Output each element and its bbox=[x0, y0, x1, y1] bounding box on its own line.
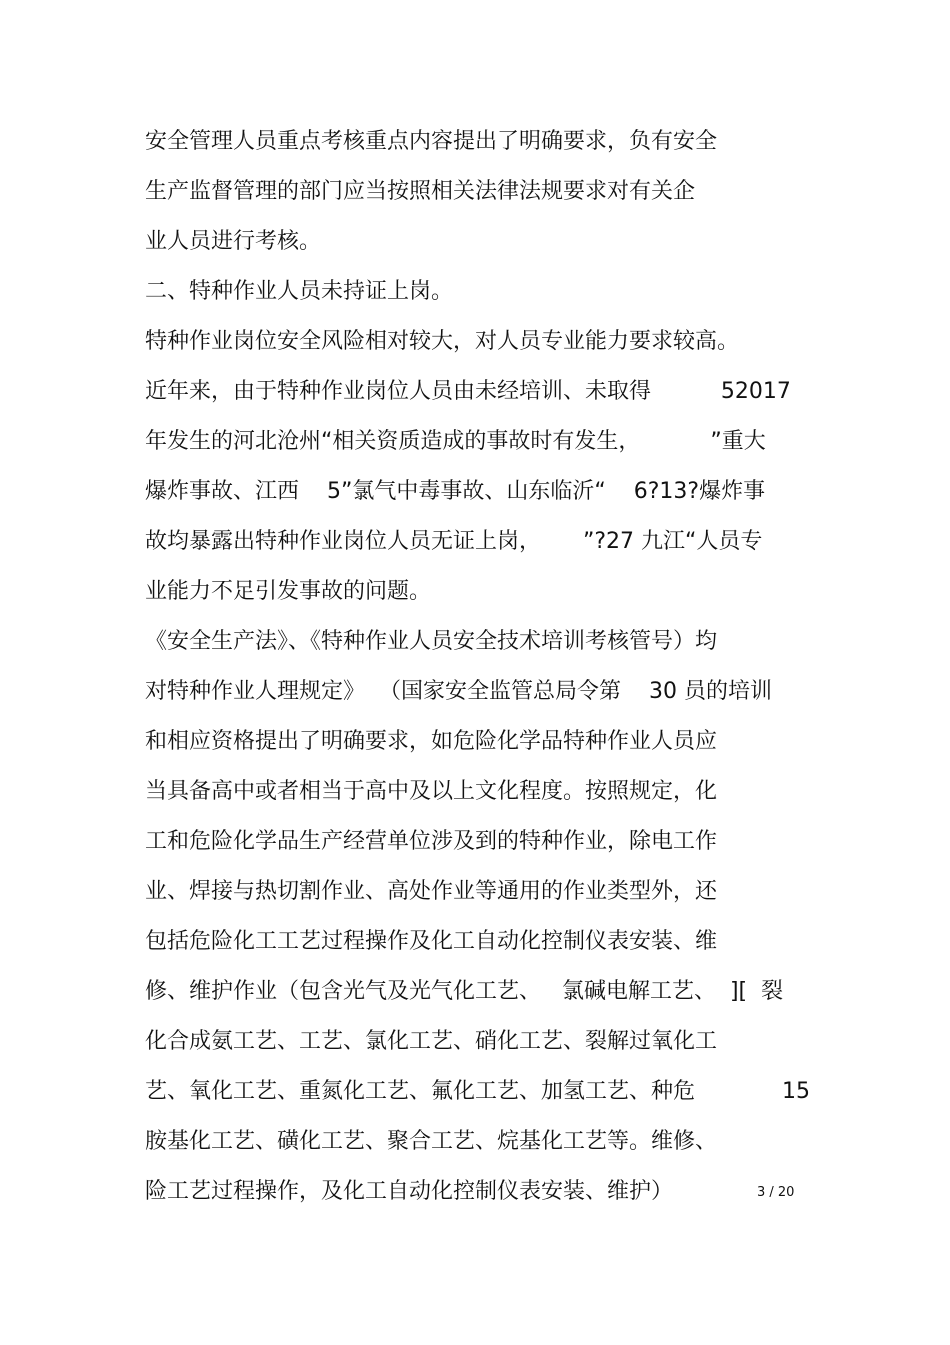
text-line-10: 业能力不足引发事故的问题。 bbox=[145, 579, 432, 604]
text-line-8: 爆炸事故、江西 5”氯气中毒事故、山东临沂“ 6?13?爆炸事 bbox=[145, 479, 766, 504]
text-line-21: 胺基化工艺、磺化工艺、聚合工艺、烷基化工艺等。维修、 bbox=[145, 1129, 718, 1154]
section-heading: 二、特种作业人员未持证上岗。 bbox=[145, 279, 454, 304]
text-line-15: 工和危险化学品生产经营单位涉及到的特种作业，除电工作 bbox=[145, 829, 718, 854]
text-line-3: 业人员进行考核。 bbox=[145, 229, 322, 254]
text-line-12: 对特种作业人理规定》 （国家安全监管总局令第 30 员的培训 bbox=[145, 679, 772, 704]
page-number: 3 / 20 bbox=[757, 1185, 795, 1200]
text-line-20: 艺、氧化工艺、重氮化工艺、氟化工艺、加氢工艺、种危 bbox=[145, 1079, 696, 1104]
text-line-9: 故均暴露出特种作业岗位人员无证上岗， ”?27 九江“人员专 bbox=[145, 529, 763, 554]
text-line-6: 近年来，由于特种作业岗位人员由未经培训、未取得 52017 bbox=[145, 379, 791, 404]
text-line-22: 险工艺过程操作，及化工自动化控制仪表安装、维护） bbox=[145, 1179, 674, 1204]
text-line-2: 生产监督管理的部门应当按照相关法律法规要求对有关企 bbox=[145, 179, 696, 204]
text-line-13: 和相应资格提出了明确要求，如危险化学品特种作业人员应 bbox=[145, 729, 718, 754]
text-line-19: 化合成氨工艺、工艺、氯化工艺、硝化工艺、裂解过氧化工 bbox=[145, 1029, 718, 1054]
text-line-7: 年发生的河北沧州“相关资质造成的事故时有发生， ”重大 bbox=[145, 429, 766, 454]
text-line-11: 《安全生产法》、《特种作业人员安全技术培训考核管号）均 bbox=[145, 629, 718, 654]
side-number: 15 bbox=[782, 1079, 810, 1104]
text-line-14: 当具备高中或者相当于高中及以上文化程度。按照规定，化 bbox=[145, 779, 718, 804]
text-line-17: 包括危险化工工艺过程操作及化工自动化控制仪表安装、维 bbox=[145, 929, 718, 954]
text-line-5: 特种作业岗位安全风险相对较大，对人员专业能力要求较高。 bbox=[145, 329, 740, 354]
text-line-1: 安全管理人员重点考核重点内容提出了明确要求，负有安全 bbox=[145, 129, 718, 154]
text-line-16: 业、焊接与热切割作业、高处作业等通用的作业类型外，还 bbox=[145, 879, 718, 904]
text-line-18: 修、维护作业（包含光气及光气化工艺、 氯碱电解工艺、 ][ 裂 bbox=[145, 979, 784, 1004]
